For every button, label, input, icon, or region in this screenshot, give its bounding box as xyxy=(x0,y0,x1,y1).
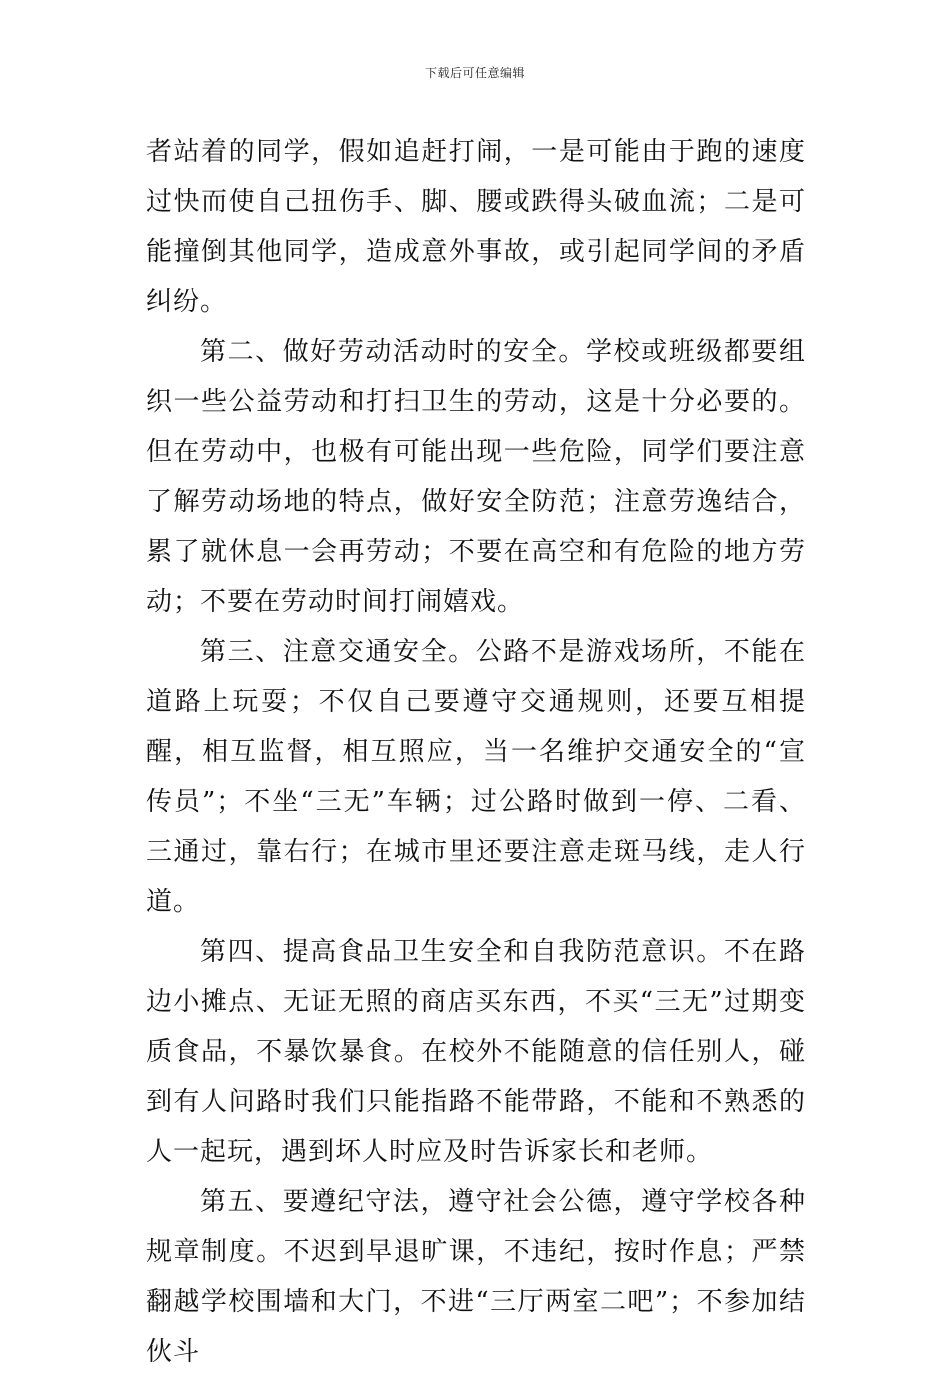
paragraph-continuation: 者站着的同学，假如追赶打闹，一是可能由于跑的速度过快而使自己扭伤手、脚、腰或跌得头破血流；二是可能撞倒其他同学，造成意外事故，或引起同学间的矛盾纠纷。 xyxy=(146,137,806,317)
paragraph-traffic-safety: 第三、注意交通安全。公路不是游戏场所，不能在道路上玩耍；不仅自己要遵守交通规则，还要互相提醒，相互监督，相互照应，当一名维护交通安全的“宣传员”；不坐“三无”车辆；过公路时做到一停、二看、三通过，靠右行；在城市里还要注意走斑马线，走人行道。 xyxy=(146,637,806,917)
paragraph-labor-safety: 第二、做好劳动活动时的安全。学校或班级都要组织一些公益劳动和打扫卫生的劳动，这是十分必要的。但在劳动中，也极有可能出现一些危险，同学们要注意了解劳动场地的特点，做好安全防范；注意劳逸结合，累了就休息一会再劳动；不要在高空和有危险的地方劳动；不要在劳动时间打闹嬉戏。 xyxy=(146,337,806,617)
paragraph-food-safety: 第四、提高食品卫生安全和自我防范意识。不在路边小摊点、无证无照的商店买东西，不买“三无”过期变质食品，不暴饮暴食。在校外不能随意的信任别人，碰到有人问路时我们只能指路不能带路，不能和不熟悉的人一起玩，遇到坏人时应及时告诉家长和老师。 xyxy=(146,937,806,1167)
paragraph-discipline: 第五、要遵纪守法，遵守社会公德，遵守学校各种规章制度。不迟到早退旷课，不违纪，按时作息；严禁翻越学校围墙和大门，不进“三厅两室二吧”；不参加结伙斗 xyxy=(146,1187,806,1367)
page-header: 下载后可任意编辑 xyxy=(424,66,525,80)
document-body xyxy=(146,127,806,1377)
